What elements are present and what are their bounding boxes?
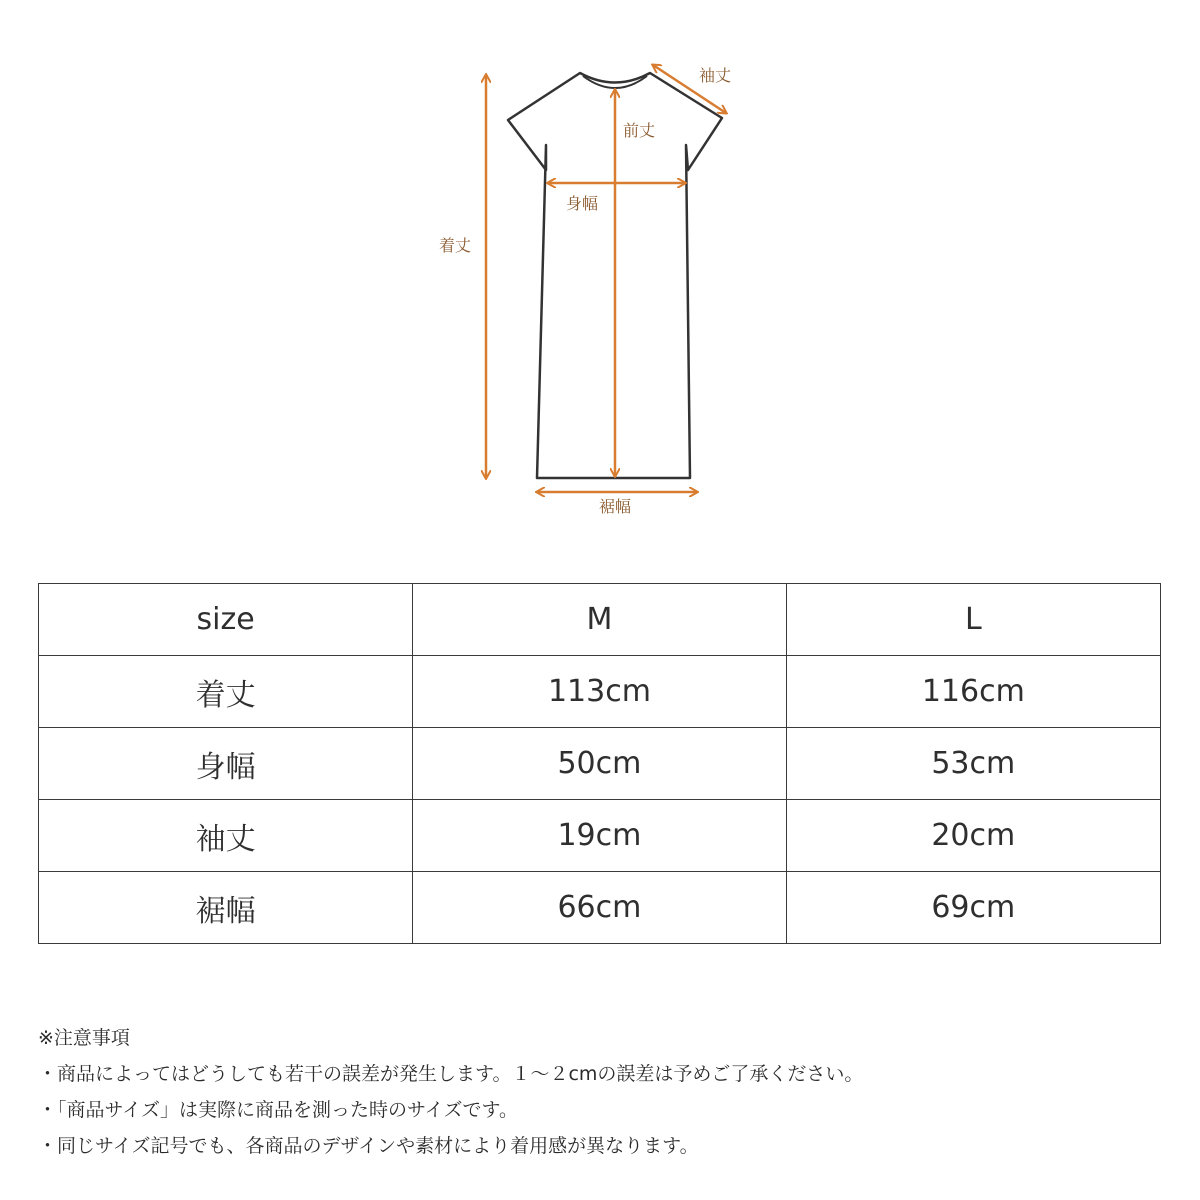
- table-row: [39, 872, 1161, 944]
- note-item: ・商品によってはどうしても若干の誤差が発生します。１～２cmの誤差は予めご了承ください。: [38, 1063, 864, 1085]
- table-header-row: [39, 584, 1161, 656]
- note-item: ・同じサイズ記号でも、各商品のデザインや素材により着用感が異なります。: [38, 1135, 699, 1157]
- body-width-label: 身幅: [566, 194, 599, 213]
- header-cell-m: M: [413, 584, 786, 656]
- row-label-cell: 身幅: [39, 728, 413, 800]
- header-cell-size: size: [39, 584, 413, 656]
- table-row: [39, 728, 1161, 800]
- hem-width-label: 裾幅: [599, 497, 632, 516]
- value-cell: 69cm: [786, 872, 1160, 944]
- row-label-cell: 裾幅: [39, 872, 413, 944]
- value-cell: 20cm: [786, 800, 1160, 872]
- notes-heading: ※注意事項: [38, 1027, 130, 1049]
- value-cell: 116cm: [786, 656, 1160, 728]
- value-cell: 53cm: [786, 728, 1160, 800]
- front-length-label: 前丈: [623, 121, 656, 140]
- row-label-cell: 着丈: [39, 656, 413, 728]
- value-cell: 113cm: [413, 656, 786, 728]
- dress-outline-figure: [0, 0, 1200, 540]
- row-label-cell: 袖丈: [39, 800, 413, 872]
- garment-diagram: [0, 0, 1200, 540]
- total-length-label: 着丈: [439, 236, 472, 255]
- table-row: [39, 800, 1161, 872]
- header-cell-l: L: [786, 584, 1160, 656]
- notes-section: [38, 1020, 1158, 1164]
- value-cell: 19cm: [413, 800, 786, 872]
- sleeve-length-label: 袖丈: [699, 66, 732, 85]
- value-cell: 50cm: [413, 728, 786, 800]
- table-row: [39, 656, 1161, 728]
- note-item: ・「商品サイズ」は実際に商品を測った時のサイズです。: [38, 1099, 518, 1121]
- size-table: [38, 583, 1161, 944]
- value-cell: 66cm: [413, 872, 786, 944]
